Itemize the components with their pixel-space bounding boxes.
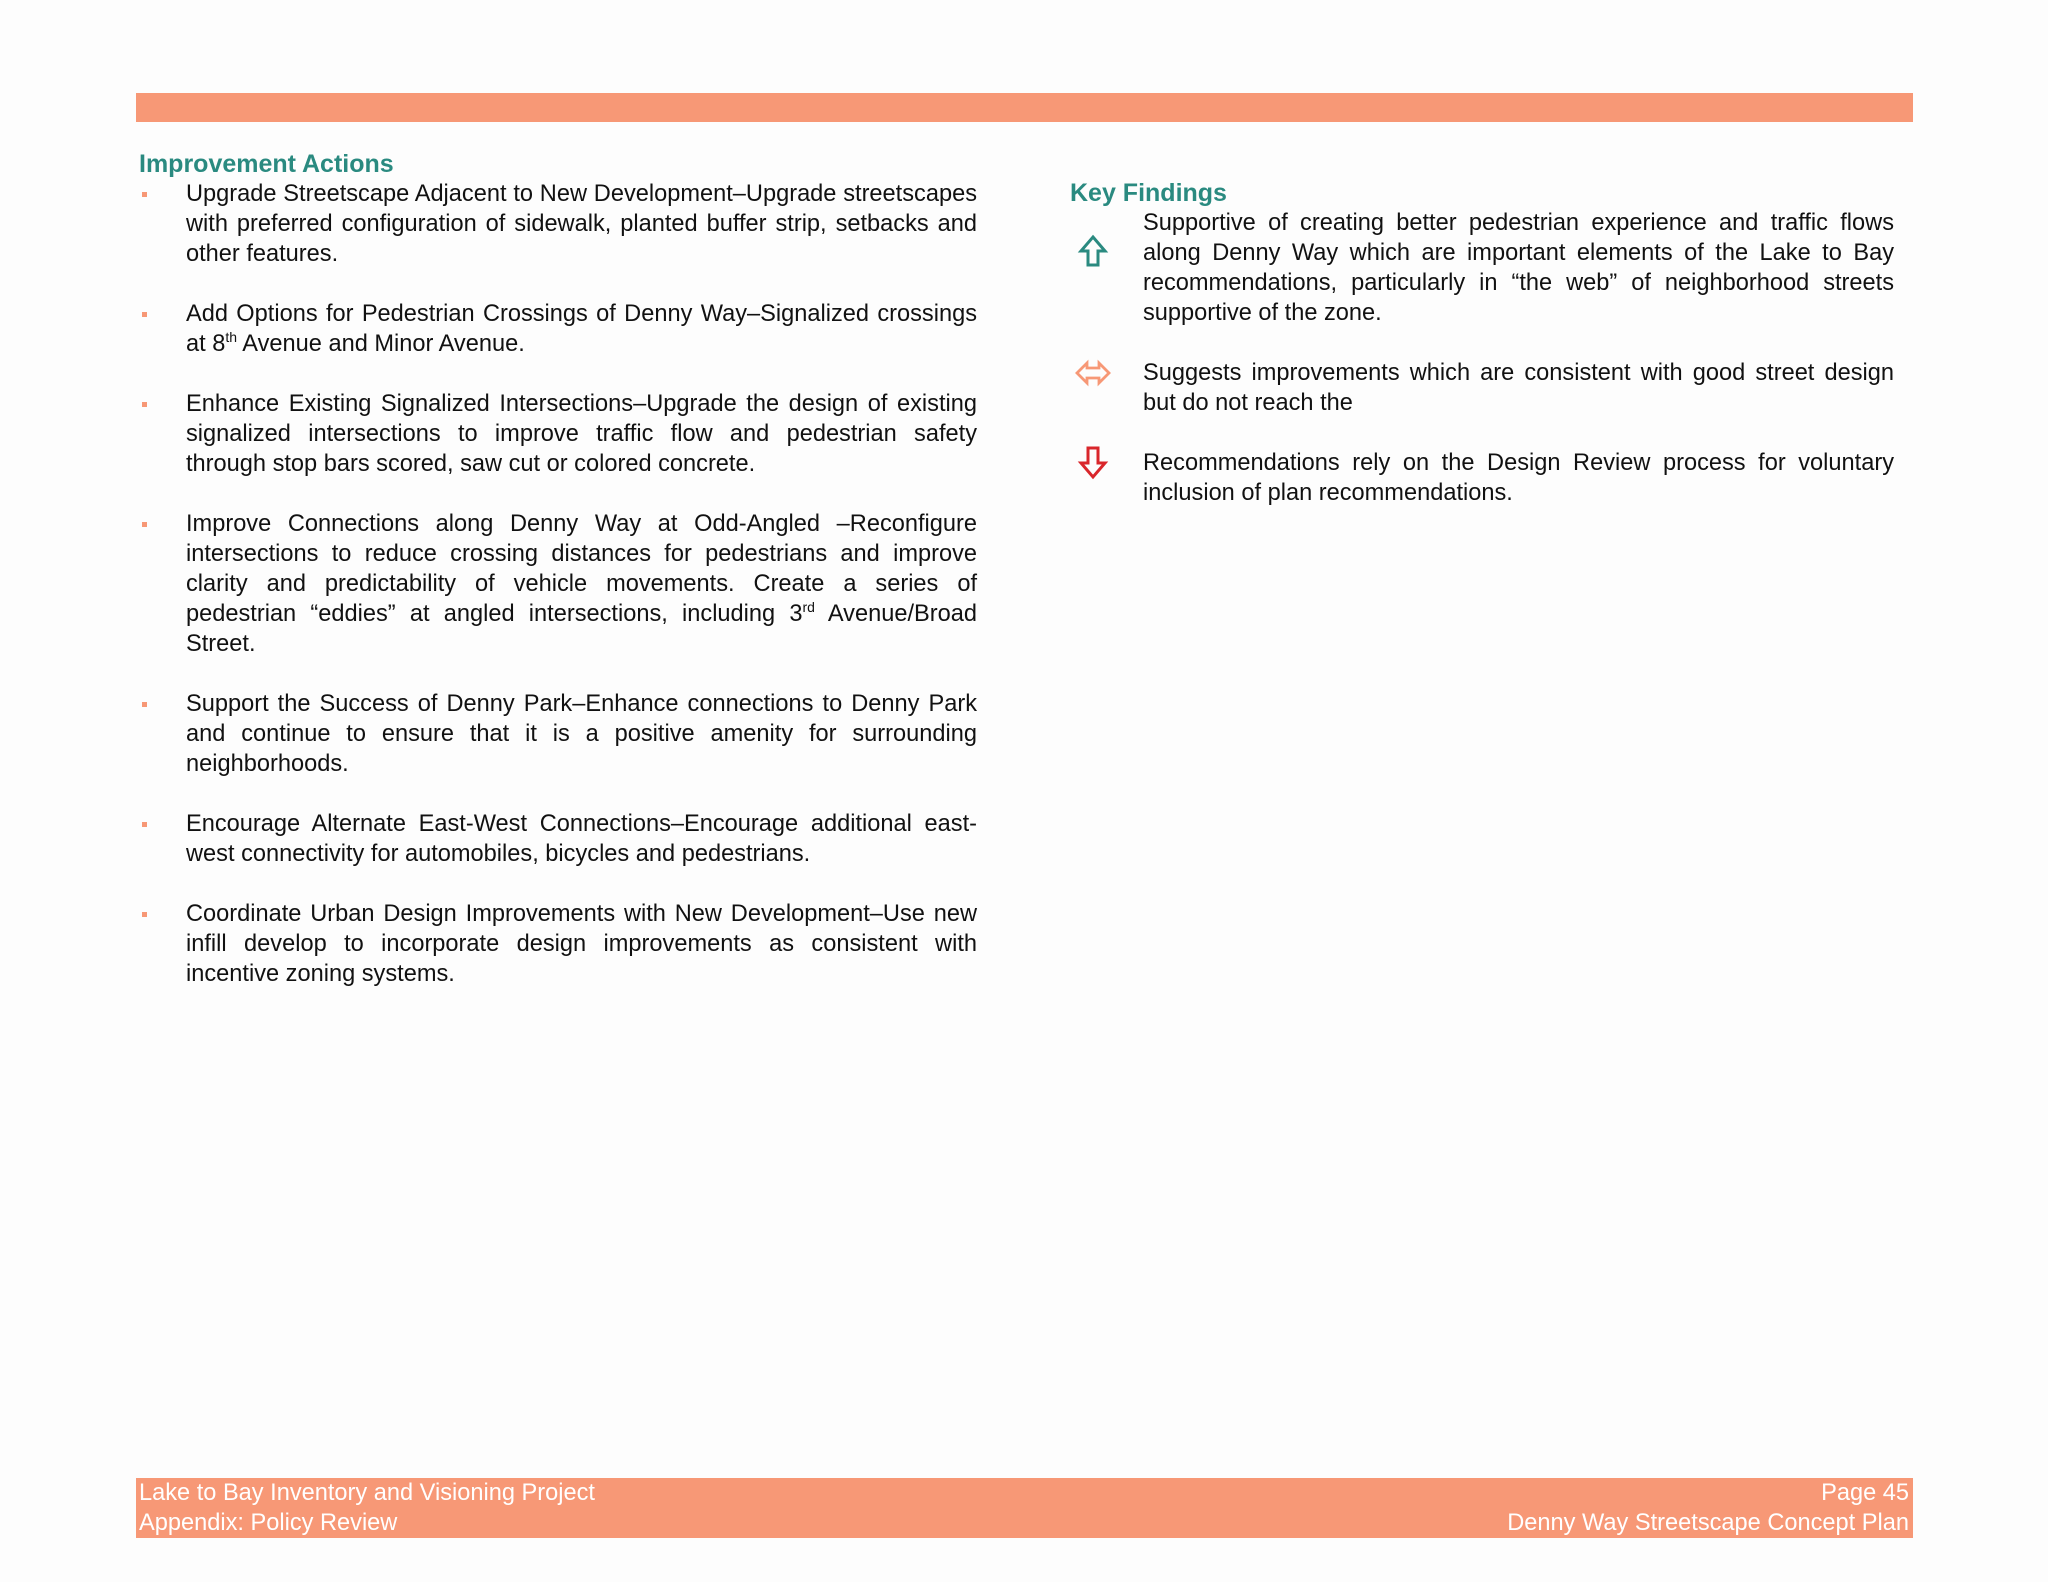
finding-item: [1070, 208, 1894, 328]
superscript: rd: [802, 599, 815, 615]
footer-left: [139, 1478, 595, 1538]
bullet-icon: [142, 312, 147, 317]
action-text: Enhance Existing Signalized Intersections–Upgrade the design of existing signalized intersections to improve traffic flow and pedestrian safety through stop bars scored, saw cut or colored concrete.: [186, 391, 977, 477]
up-arrow-icon: [1074, 232, 1112, 270]
action-item: [139, 509, 977, 659]
improvement-actions-title: Improvement Actions: [139, 150, 394, 178]
header-band: [136, 93, 1913, 122]
bullet-icon: [142, 702, 147, 707]
footer-project: Lake to Bay Inventory and Visioning Project: [139, 1480, 595, 1506]
footer-band: [136, 1478, 1913, 1538]
action-text: Coordinate Urban Design Improvements with New Development–Use new infill develop to incorporate design improvements as consistent with incentive zoning systems.: [186, 901, 977, 987]
action-text: Avenue/Broad Street.: [186, 601, 977, 657]
finding-text: Suggests improvements which are consistent with good street design but do not reach the: [1143, 360, 1894, 416]
action-item: [139, 389, 977, 479]
action-text: Avenue and Minor Avenue.: [237, 331, 525, 357]
action-text: Add Options for Pedestrian Crossings of Denny Way–Signalized crossings at 8: [186, 301, 977, 357]
footer-right: [1507, 1478, 1909, 1538]
action-item: [139, 809, 977, 869]
superscript: th: [225, 329, 238, 345]
finding-text: Supportive of creating better pedestrian experience and traffic flows along Denny Way which are important elements of the Lake to Bay recommendations, particularly in “the web” of neighborhood streets supportive of the zone.: [1143, 210, 1894, 326]
finding-item: [1070, 358, 1894, 418]
action-item: [139, 179, 977, 269]
footer-section: Appendix: Policy Review: [139, 1510, 398, 1536]
bullet-icon: [142, 822, 147, 827]
bullet-icon: [142, 402, 147, 407]
bullet-icon: [142, 522, 147, 527]
down-arrow-icon: [1074, 444, 1112, 482]
key-findings-section: [1070, 178, 1894, 538]
action-text: Upgrade Streetscape Adjacent to New Development–Upgrade streetscapes with preferred configuration of sidewalk, planted buffer strip, setbacks and other features.: [186, 181, 977, 267]
action-text: Improve Connections along Denny Way at Odd-Angled –Reconfigure intersections to reduce crossing distances for pedestrians and improve clarity and predictability of vehicle movements. Create a series of pedestrian “eddies” at angled intersections, including 3: [186, 511, 977, 627]
key-findings-title: Key Findings: [1070, 179, 1227, 207]
action-item: [139, 299, 977, 359]
action-text: Support the Success of Denny Park–Enhance connections to Denny Park and continue to ensure that it is a positive amenity for surrounding neighborhoods.: [186, 691, 977, 777]
improvement-actions-list: [139, 179, 977, 989]
action-item: [139, 899, 977, 989]
page-number: Page 45: [1821, 1480, 1909, 1506]
left-right-arrow-icon: [1074, 354, 1112, 392]
action-text: Encourage Alternate East-West Connections–Encourage additional east-west connectivity for automobiles, bicycles and pedestrians.: [186, 811, 977, 867]
finding-item: [1070, 448, 1894, 508]
finding-text: Recommendations rely on the Design Review process for voluntary inclusion of plan recommendations.: [1143, 450, 1894, 506]
action-item: [139, 689, 977, 779]
bullet-icon: [142, 192, 147, 197]
improvement-actions-section: [139, 149, 977, 1019]
bullet-icon: [142, 912, 147, 917]
footer-document: Denny Way Streetscape Concept Plan: [1507, 1510, 1909, 1536]
